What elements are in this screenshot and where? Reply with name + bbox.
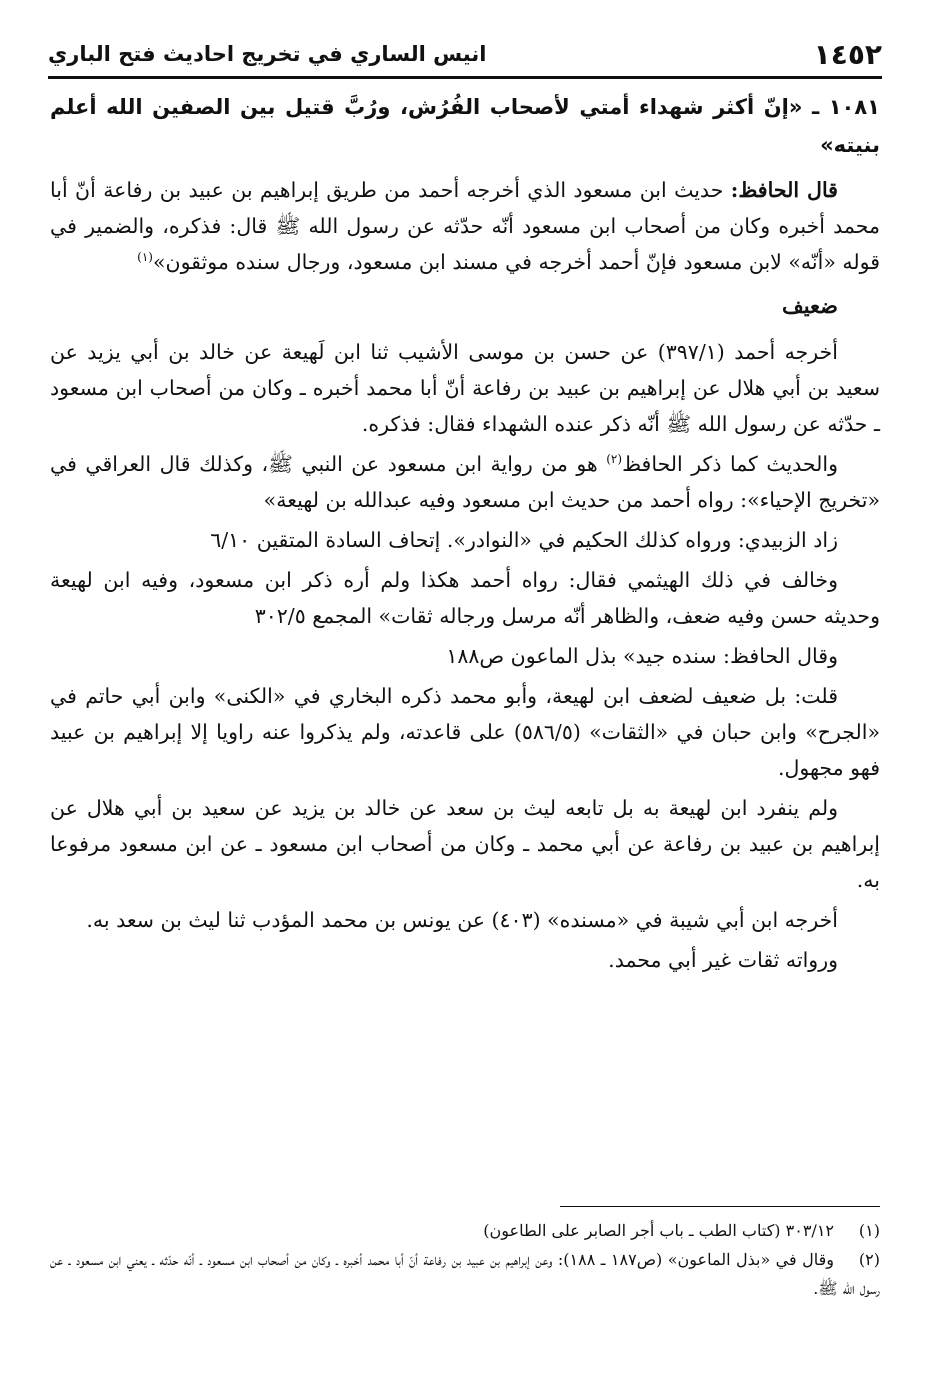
footnote-ref-1: (١): [137, 250, 153, 265]
paragraph-haythami: وخالف في ذلك الهيثمي فقال: رواه أحمد هكذا ولم أره ذكر ابن مسعود، وفيه ابن لهيعة وحديثه حسن وفيه ضعف، والظاهر أنّه مرسل ورجاله ثقات» المجمع ٣٠٢/٥: [50, 568, 880, 628]
paragraph-hafiz-saying: وقال الحافظ: سنده جيد» بذل الماعون ص١٨٨: [446, 644, 838, 668]
hafiz-paragraph: [50, 172, 880, 280]
paragraph-conclusion: ورواته ثقات غير أبي محمد.: [608, 948, 838, 972]
paragraph-takhrij-ahmad: أخرجه أحمد (٣٩٧/١) عن حسن بن موسى الأشيب ثنا ابن لَهيعة عن خالد بن أبي يزيد عن سعيد بن أبي هلال عن إبراهيم بن عبيد بن رفاعة أنّ أبا محمد أخبره ـ وكان من أصحاب ابن مسعود ـ حدّثه عن رسول الله ﷺ أنّه ذكر عنده الشهداء فقال: فذكره.: [50, 340, 880, 436]
footnote-divider: [560, 1206, 880, 1207]
paragraph-iraqi-start: والحديث كما ذكر الحافظ: [622, 452, 838, 476]
paragraph-iraqi: [50, 446, 880, 518]
page-number: ١٤٥٢: [813, 37, 882, 71]
footnote-number: (٢): [858, 1250, 880, 1269]
paragraph-ibn-abi-shayba: أخرجه ابن أبي شيبة في «مسنده» (٤٠٣) عن يونس بن محمد المؤدب ثنا ليث بن سعد به.: [86, 908, 838, 932]
footnotes: [50, 1216, 880, 1303]
main-text: [50, 88, 880, 982]
footnote-ref-2: (٢): [606, 452, 623, 467]
hafiz-quote: حديث ابن مسعود الذي أخرجه أحمد من طريق إبراهيم بن عبيد بن رفاعة أنّ أبا محمد أخبره وكان من أصحاب ابن مسعود أنّه حدّثه عن رسول الله ﷺ قال: فذكره، والضمير في قوله «أنّه» لابن مسعود فإنّ أحمد أخرجه في مسند ابن مسعود، ورجال سنده موثقون»: [50, 178, 880, 274]
paragraph-iraqi-end: هو من رواية ابن مسعود عن النبي ﷺ، وكذلك قال العراقي في «تخريج الإحياء»: رواه أحمد من حديث ابن مسعود وفيه عبدالله بن لهيعة»: [50, 452, 880, 512]
footnote-text: وقال في «بذل الماعون» (ص١٨٧ ـ ١٨٨): وعن إبراهيم بن عبيد بن رفاعة أنّ أبا محمد أخبره ـ وكان من أصحاب ابن مسعود ـ أنّه حدّثه ـ يعني ابن مسعود ـ عن رسول الله ﷺ.: [50, 1250, 880, 1298]
grade-heading: ضعيف: [781, 293, 838, 318]
running-title: انيس الساري في تخريج احاديث فتح الباري: [48, 42, 487, 66]
hafiz-label: قال الحافظ:: [730, 178, 838, 202]
page-header: [48, 32, 882, 79]
hadith-text: ١٠٨١ ـ «إنّ أكثر شهداء أمتي لأصحاب الفُرُش، ورُبَّ قتيل بين الصفين الله أعلم بنيته»: [50, 95, 880, 157]
paragraph-mutaba: ولم ينفرد ابن لهيعة به بل تابعه ليث بن سعد عن خالد بن يزيد عن سعيد بن أبي هلال عن إبراهيم بن عبيد بن رفاعة عن أبي محمد ـ وكان من أصحاب ابن مسعود ـ عن ابن مسعود مرفوعا به.: [50, 796, 880, 892]
paragraph-qultu: قلت: بل ضعيف لضعف ابن لهيعة، وأبو محمد ذكره البخاري في «الكنى» وابن أبي حاتم في «الجرح» وابن حبان في «الثقات» (٥٨٦/٥) على قاعدته، ولم يذكروا عنه راويا إلا إبراهيم بن عبيد فهو مجهول.: [50, 684, 880, 780]
paragraph-zabidi: زاد الزبيدي: ورواه كذلك الحكيم في «النوادر». إتحاف السادة المتقين ٦/١٠: [210, 528, 838, 552]
footnote-text: ٣٠٣/١٢ (كتاب الطب ـ باب أجر الصابر على الطاعون): [483, 1221, 834, 1240]
footnote-1: [50, 1216, 880, 1245]
footnote-2: [50, 1245, 880, 1303]
footnote-number: (١): [858, 1221, 880, 1240]
